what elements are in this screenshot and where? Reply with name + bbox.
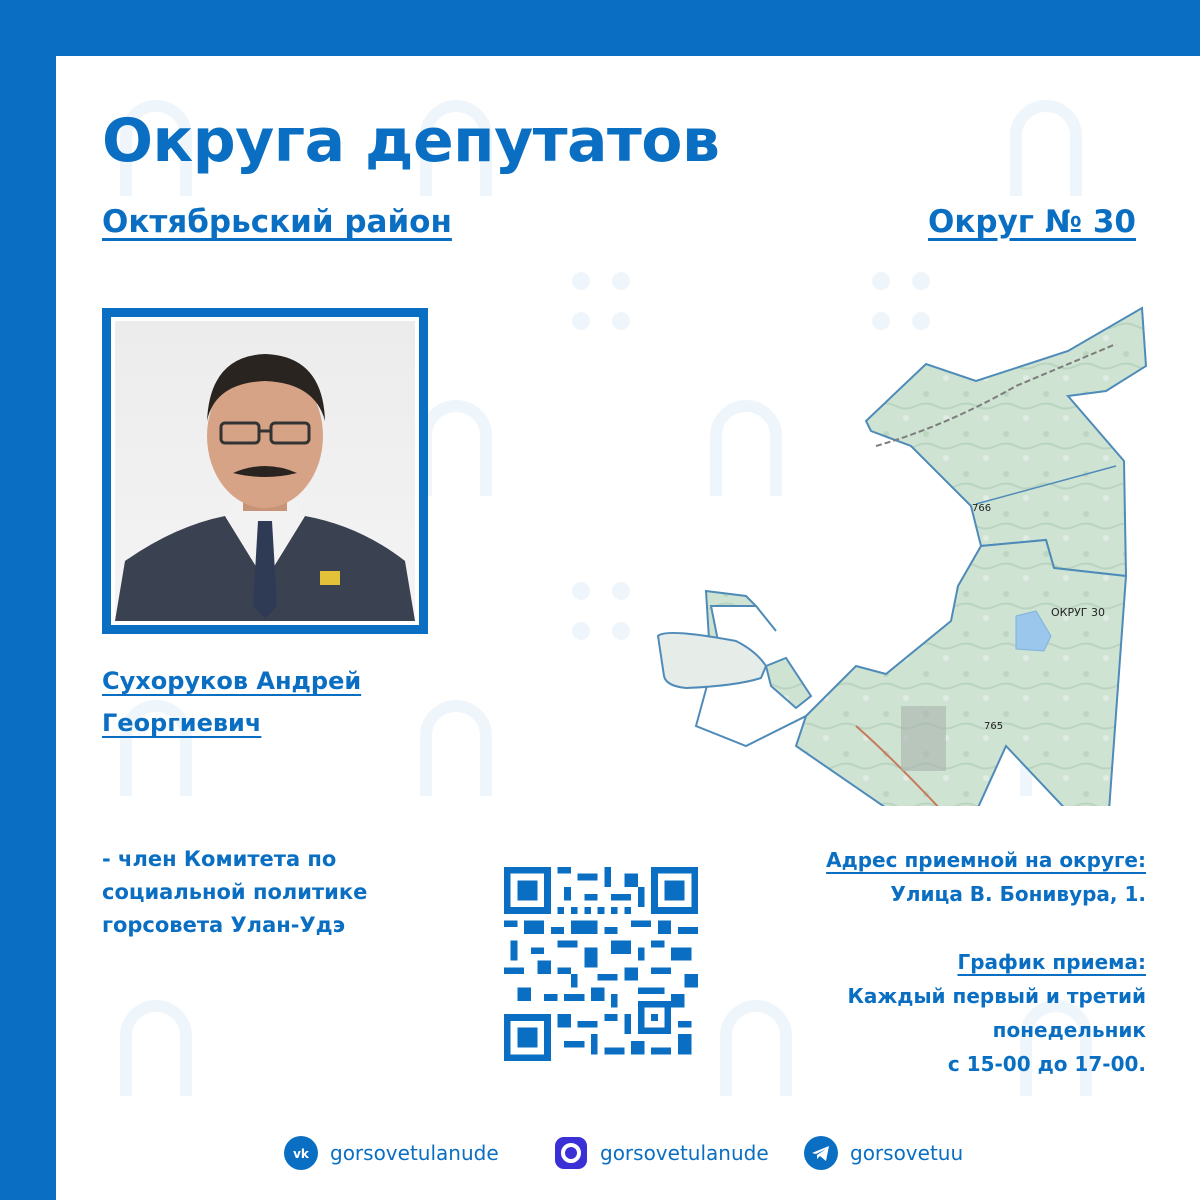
schedule-line-3: с 15-00 до 17-00. bbox=[947, 1052, 1146, 1076]
telegram-icon bbox=[804, 1136, 838, 1170]
max-messenger-icon bbox=[554, 1136, 588, 1170]
address-value: Улица В. Бонивура, 1. bbox=[890, 882, 1146, 906]
district-map bbox=[596, 306, 1156, 806]
social-vk-handle: gorsovetulanude bbox=[330, 1141, 499, 1165]
district-label: Октябрьский район bbox=[102, 204, 452, 240]
vk-icon bbox=[284, 1136, 318, 1170]
deputy-name bbox=[102, 660, 361, 744]
okrug-number-label: Округ № 30 bbox=[927, 204, 1136, 240]
schedule-line-2: понедельник bbox=[992, 1018, 1146, 1042]
reception-info bbox=[726, 843, 1146, 1081]
page-title: Округа депутатов bbox=[102, 106, 720, 176]
map-west-area bbox=[658, 633, 766, 688]
map-label-765: 765 bbox=[984, 721, 1004, 732]
deputy-photo bbox=[115, 321, 415, 621]
social-telegram-link[interactable] bbox=[804, 1136, 963, 1170]
social-max-link[interactable] bbox=[554, 1136, 769, 1170]
address-label: Адрес приемной на округе: bbox=[826, 848, 1146, 872]
social-max-handle: gorsovetulanude bbox=[600, 1141, 769, 1165]
svg-text:vk: vk bbox=[293, 1147, 309, 1161]
deputy-role-line-1: - член Комитета по bbox=[102, 847, 337, 871]
schedule-line-1: Каждый первый и третий bbox=[847, 984, 1146, 1008]
social-telegram-handle: gorsovetuu bbox=[850, 1141, 964, 1165]
deputy-name-line-2: Георгиевич bbox=[102, 709, 262, 737]
map-label-okrug: ОКРУГ 30 bbox=[1051, 606, 1106, 619]
deputy-role-line-3: горсовета Улан-Удэ bbox=[102, 913, 346, 937]
deputy-role-line-2: социальной политике bbox=[102, 880, 368, 904]
info-card bbox=[56, 56, 1200, 1200]
social-links bbox=[56, 1136, 1200, 1186]
deputy-photo-frame bbox=[102, 308, 428, 634]
deputy-name-line-1: Сухоруков Андрей bbox=[102, 667, 362, 695]
social-vk-link[interactable] bbox=[284, 1136, 499, 1170]
schedule-label: График приема: bbox=[957, 950, 1146, 974]
map-label-766: 766 bbox=[972, 503, 992, 514]
deputy-role bbox=[102, 843, 422, 942]
qr-code[interactable] bbox=[504, 867, 698, 1061]
